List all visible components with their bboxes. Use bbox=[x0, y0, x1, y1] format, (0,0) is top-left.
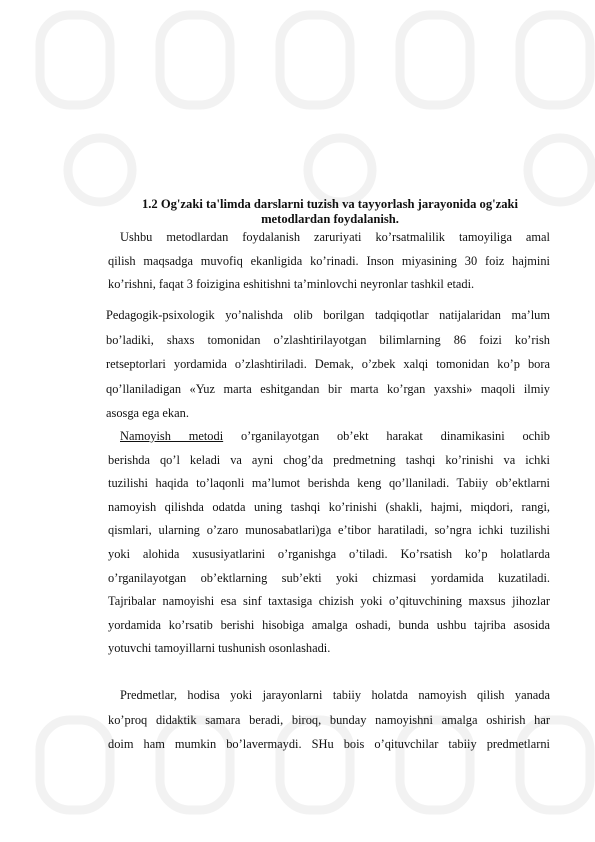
paragraph-3 bbox=[106, 425, 550, 661]
paragraph-line: qismlari, ularning o’zaro munosabatlari)ga e’tibor haratiladi, so’ngra ichki tuzilishi bbox=[108, 523, 550, 538]
paragraph-line: tuzilishi haqida to’laqonli ma’lumot berishda keng qo’llaniladi. Tabiiy ob’ektlarni bbox=[108, 476, 550, 491]
paragraph-line bbox=[106, 425, 550, 449]
paragraph-line: yoki alohida xususiyatlarini o’rganishga o’tiladi. Ko’rsatish ko’p holatlarda bbox=[108, 546, 550, 561]
namoyish-metodi-term: Namoyish metodi bbox=[120, 429, 224, 443]
title-line-2: metodlardan foydalanish. bbox=[261, 212, 399, 226]
paragraph-line: yotuvchi tamoyillarni tushunish osonlashadi. bbox=[108, 641, 331, 656]
paragraph-line: doim ham mumkin bo’lavermaydi. SHu bois o’qituvchilar tabiiy predmetlarni bbox=[108, 737, 550, 752]
paragraph-line: Predmetlar, hodisa yoki jarayonlarni tabiiy holatda namoyish qilish yanada bbox=[120, 688, 550, 702]
paragraph-line: ko’proq didaktik samara beradi, biroq, bunday namoyishni amalga oshirish har bbox=[108, 712, 550, 727]
paragraph-line-rest: o’rganilayotgan ob’ekt harakat dinamikasini ochib bbox=[223, 429, 550, 443]
paragraph-line: yordamida ko’rsatib berishi hisobiga amalga oshadi, bunda ushbu tajriba asosida bbox=[108, 617, 550, 632]
paragraph-line: berishda qo’l keladi va ayni chog’da predmetning tashqi ko’rinishi va ichki bbox=[108, 452, 550, 467]
paragraph-line: ko’rishni, faqat 3 foizigina eshitishni ta’minlovchi neyronlar tashkil etadi. bbox=[108, 276, 475, 291]
paragraph-line: Pedagogik-psixologik yo’nalishda olib borilgan tadqiqotlar natijalaridan ma’lum bbox=[106, 308, 550, 322]
paragraph-line: asosga ega ekan. bbox=[106, 406, 189, 420]
paragraph-line: Ushbu metodlardan foydalanish zaruriyati ko’rsatmalilik tamoyiliga amal bbox=[120, 230, 550, 244]
paragraph-4 bbox=[106, 683, 550, 757]
paragraph-1 bbox=[120, 228, 550, 247]
paragraph-line: qo’llaniladigan «Yuz marta eshitgandan bir marta ko’rgan yaxshi» maqoli ilmiy bbox=[106, 381, 550, 396]
title-line-1: 1.2 Og'zaki ta'limda darslarni tuzish va tayyorlash jarayonida og'zaki bbox=[141, 197, 519, 211]
paragraph-2 bbox=[106, 303, 550, 426]
paragraph-line: qilish maqsadga muvofiq ekanligida ko’rinadi. Inson miyasining 30 foiz hajmini bbox=[108, 254, 550, 268]
section-title bbox=[106, 197, 554, 227]
paragraph-line: Tajribalar namoyishi esa sinf taxtasiga chizish yoki o’qituvchining maxsus jihozlar bbox=[108, 594, 550, 609]
paragraph-line: bo’ladiki, shaxs tomonidan o’zlashtirilayotgan bilimlarning 86 foizi ko’rish bbox=[106, 332, 550, 347]
paragraph-1-cont bbox=[106, 250, 550, 295]
paragraph-line: o’rganilayotgan ob’ektlarning sub’ekti yoki chizmasi yordamida kuzatiladi. bbox=[108, 570, 550, 585]
paragraph-line: namoyish qilishda odatda uning tashqi ko’rinishi (shakli, hajmi, miqdori, rangi, bbox=[108, 499, 550, 514]
paragraph-line: retseptorlari yordamida o’zlashtiriladi. Demak, o’zbek xalqi tomonidan ko’p bora bbox=[106, 357, 550, 371]
